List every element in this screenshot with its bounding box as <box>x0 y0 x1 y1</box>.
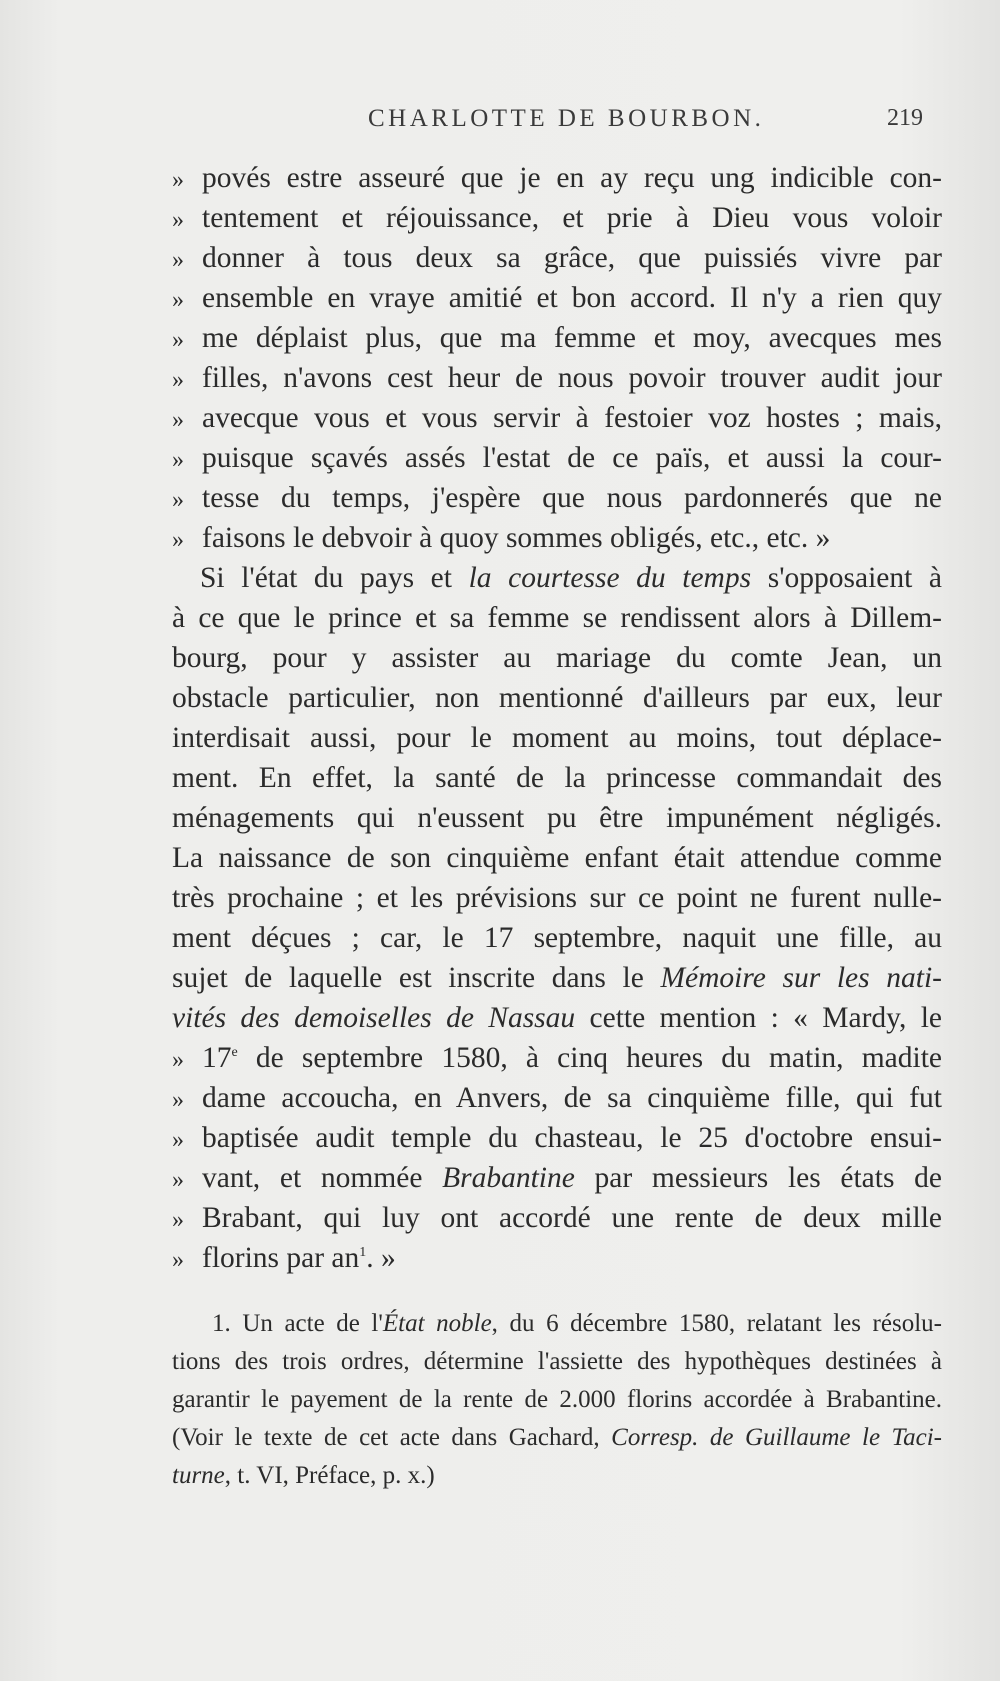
text-line: ménagements qui n'eussent pu être impunément négligés. <box>172 802 942 834</box>
quoted-line <box>172 478 942 518</box>
quoted-line <box>172 158 942 198</box>
text-span: de septembre 1580, à cinq heures du matin, madite <box>237 1042 942 1074</box>
italic-span: la courtesse du temps <box>468 562 752 594</box>
text-span: , t. VI, Préface, p. x.) <box>224 1462 435 1489</box>
text-span: sujet de laquelle est inscrite dans le <box>172 962 661 994</box>
text-span: 17 <box>202 1042 232 1074</box>
text-span: (Voir le texte de cet acte dans Gachard, <box>172 1424 612 1451</box>
text-line: La naissance de son cinquième enfant était attendue comme <box>172 842 942 874</box>
quoted-line <box>172 1038 942 1078</box>
quote-mark: » <box>172 1087 184 1113</box>
footnotes <box>172 1305 942 1495</box>
letter-quote-block <box>172 158 942 558</box>
quote-mark: » <box>172 247 184 273</box>
text-line: très prochaine ; et les prévisions sur ce point ne furent nulle- <box>172 882 942 914</box>
quote-mark: » <box>172 367 184 393</box>
quote-mark: » <box>172 1127 184 1153</box>
main-text <box>172 158 942 1278</box>
quoted-line <box>172 518 942 558</box>
text-span: ensemble en vraye amitié et bon accord. Il n'y a rien quy <box>202 282 942 314</box>
text-line: à ce que le prince et sa femme se rendissent alors à Dillem- <box>172 602 942 634</box>
text-span: donner à tous deux sa grâce, que puissiés vivre par <box>202 242 942 274</box>
text-line: bourg, pour y assister au mariage du comte Jean, un <box>172 642 942 674</box>
text-span: vant, et nommée <box>202 1162 443 1194</box>
italic-span: Mémoire sur les nati- <box>660 962 943 994</box>
footnote-line <box>172 1305 942 1343</box>
quoted-line <box>172 278 942 318</box>
text-line <box>172 998 942 1038</box>
text-span: tesse du temps, j'espère que nous pardonnerés que ne <box>202 482 942 514</box>
text-span: s'opposaient à <box>751 562 943 594</box>
text-span: par messieurs les états de <box>574 1162 942 1194</box>
text-line: ment. En effet, la santé de la princesse commandait des <box>172 762 942 794</box>
text-span: avecque vous et vous servir à festoier voz hostes ; mais, <box>202 402 942 434</box>
quoted-line <box>172 1158 942 1198</box>
quoted-line <box>172 1198 942 1238</box>
quoted-line <box>172 198 942 238</box>
text-span: florins par an <box>202 1242 360 1274</box>
text-span: cette mention : « Mardy, le <box>575 1002 942 1034</box>
italic-span: État noble <box>382 1310 492 1337</box>
running-title: CHARLOTTE DE BOURBON. <box>368 105 765 132</box>
paragraph-block <box>172 598 942 958</box>
quoted-line <box>172 318 942 358</box>
quote-mark: » <box>172 1247 184 1273</box>
text-span: povés estre asseuré que je en ay reçu ung indicible con- <box>202 162 942 194</box>
text-span: Si l'état du pays et <box>200 562 469 594</box>
text-line: interdisait aussi, pour le moment au moins, tout déplace- <box>172 722 942 754</box>
text-line <box>172 958 942 998</box>
text-span: faisons le debvoir à quoy sommes obligés, etc., etc. » <box>202 522 831 554</box>
quote-mark: » <box>172 287 184 313</box>
text-span: 1. Un acte de l' <box>212 1310 383 1337</box>
italic-span: Brabantine <box>442 1162 575 1194</box>
text-span: Brabant, qui luy ont accordé une rente de deux mille <box>202 1202 942 1234</box>
quote-mark: » <box>172 407 184 433</box>
quote-mark: » <box>172 1207 184 1233</box>
superscript: e <box>231 1045 238 1061</box>
text-span: me déplaist plus, que ma femme et moy, avecques mes <box>202 322 942 354</box>
quote-mark: » <box>172 527 184 553</box>
text-span: . » <box>366 1242 396 1274</box>
quote-mark: » <box>172 487 184 513</box>
text-span: tentement et réjouissance, et prie à Dieu vous voloir <box>202 202 942 234</box>
quoted-line <box>172 1238 942 1278</box>
quote-mark: » <box>172 327 184 353</box>
quote-mark: » <box>172 1167 184 1193</box>
quote-mark: » <box>172 207 184 233</box>
text-span: dame accoucha, en Anvers, de sa cinquième fille, qui fut <box>202 1082 942 1114</box>
footnote-line: tions des trois ordres, détermine l'assiette des hypothèques destinées à <box>172 1348 942 1375</box>
quoted-line <box>172 238 942 278</box>
italic-span: Corresp. de Guillaume le Taci- <box>611 1424 943 1451</box>
text-span: filles, n'avons cest heur de nous povoir trouver audit jour <box>202 362 942 394</box>
quoted-line <box>172 438 942 478</box>
footnote-line <box>172 1457 942 1495</box>
italic-span: vités des demoiselles de Nassau <box>172 1002 576 1034</box>
quoted-line <box>172 358 942 398</box>
text-line <box>172 558 942 598</box>
quote-mark: » <box>172 1047 184 1073</box>
page-number: 219 <box>887 105 923 131</box>
page-header <box>0 105 1000 145</box>
footnote-line: garantir le payement de la rente de 2.000 florins accordée à Brabantine. <box>172 1386 942 1413</box>
italic-span: turne <box>172 1462 225 1489</box>
text-span: puisque sçavés assés l'estat de ce païs, et aussi la cour- <box>202 442 942 474</box>
footnote-ref: 1 <box>359 1245 367 1261</box>
quote-mark: » <box>172 447 184 473</box>
text-span: baptisée audit temple du chasteau, le 25 d'octobre ensui- <box>202 1122 942 1154</box>
quote-mark: » <box>172 167 184 193</box>
text-line: obstacle particulier, non mentionné d'ailleurs par eux, leur <box>172 682 942 714</box>
quoted-line <box>172 1078 942 1118</box>
footnote-line <box>172 1419 942 1457</box>
quoted-line <box>172 398 942 438</box>
quoted-line <box>172 1118 942 1158</box>
text-span: , du 6 décembre 1580, relatant les résolu- <box>491 1310 942 1337</box>
text-line: ment déçues ; car, le 17 septembre, naquit une fille, au <box>172 922 942 954</box>
